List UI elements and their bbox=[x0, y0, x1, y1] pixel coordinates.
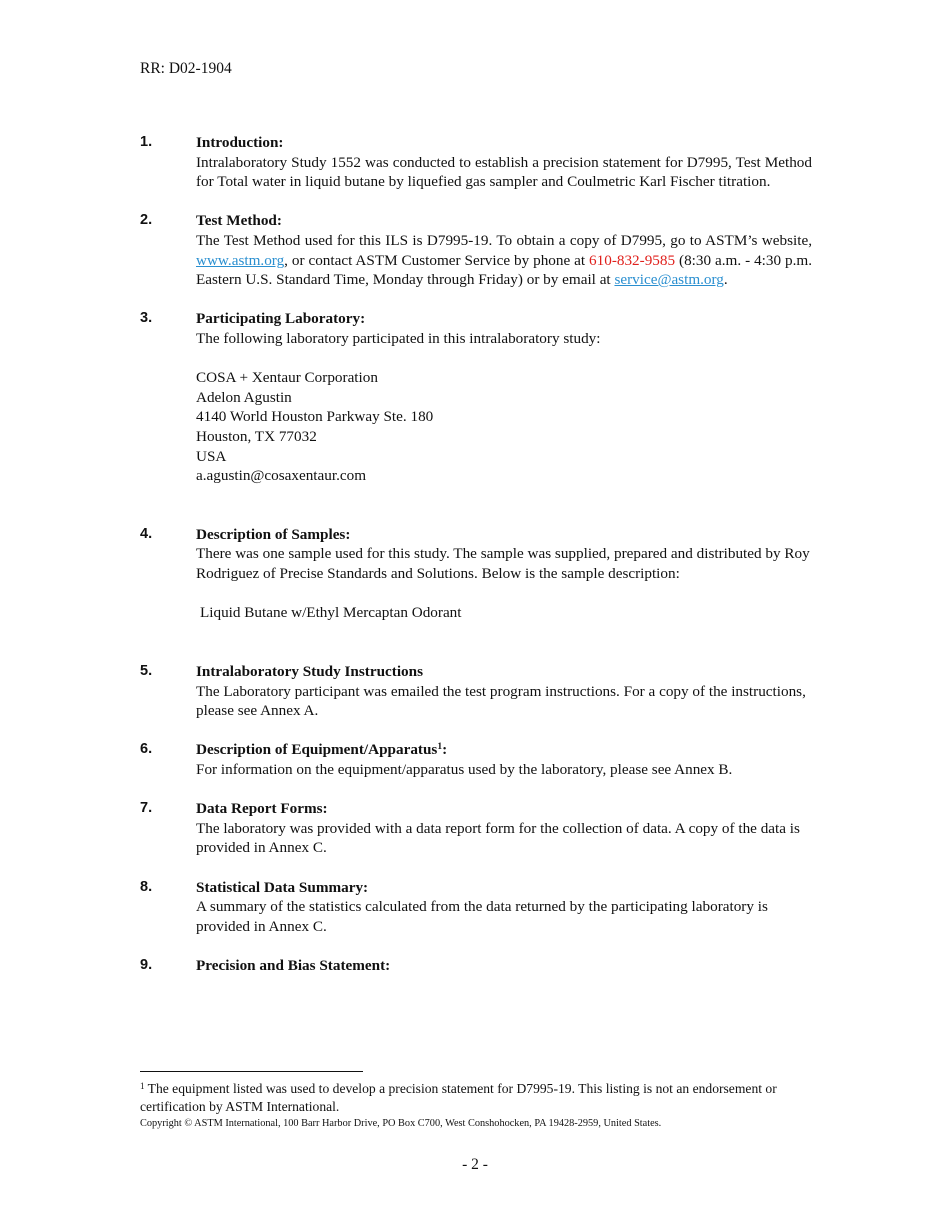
section-precision-bias bbox=[140, 956, 812, 976]
astm-website-link[interactable]: www.astm.org bbox=[196, 251, 285, 269]
document-body bbox=[140, 133, 812, 976]
section-body: The laboratory was provided with a data report form for the collection of data. A copy of the data is provided in Annex C. bbox=[196, 819, 800, 857]
body-text: , or contact ASTM Customer Service by phone at bbox=[284, 251, 590, 269]
footnote-marker: 1 bbox=[140, 1081, 145, 1091]
section-number: 3. bbox=[140, 310, 153, 327]
section-equipment bbox=[140, 740, 812, 779]
report-id: RR: D02-1904 bbox=[140, 60, 232, 77]
footnote-text: The equipment listed was used to develop a precision statement for D7995-19. This listing is not an endorsement or certification by ASTM International. bbox=[140, 1081, 777, 1114]
title-suffix: : bbox=[442, 741, 448, 759]
address-line: a.agustin@cosaxentaur.com bbox=[196, 467, 367, 485]
footnote bbox=[140, 1080, 812, 1115]
address-line: COSA + Xentaur Corporation bbox=[196, 369, 378, 387]
body-text: (8:30 a.m. - 4:30 p.m. Eastern U.S. Standard Time, Monday through Friday) or by email at bbox=[196, 251, 812, 289]
section-body: The following laboratory participated in this intralaboratory study: bbox=[196, 329, 601, 347]
service-email-link[interactable]: service@astm.org bbox=[614, 271, 724, 289]
section-number: 2. bbox=[140, 212, 153, 229]
sample-description: Liquid Butane w/Ethyl Mercaptan Odorant bbox=[200, 604, 462, 622]
body-text: . bbox=[723, 271, 728, 289]
section-body: For information on the equipment/apparatus used by the laboratory, please see Annex B. bbox=[196, 761, 733, 778]
copyright-notice: Copyright © ASTM International, 100 Barr Harbor Drive, PO Box C700, West Conshohocken, PA 19428-2959, United States. bbox=[140, 1118, 662, 1129]
section-body: There was one sample used for this study. The sample was supplied, prepared and distributed by Roy Rodriguez of Precise Standards and Solutions. Below is the sample description: bbox=[196, 545, 810, 583]
section-title bbox=[196, 740, 812, 760]
section-body: Intralaboratory Study 1552 was conducted to establish a precision statement for D7995, Test Method for Total water in liquid butane by liquefied gas sampler and Coulmetric Karl Fischer titration. bbox=[196, 153, 812, 191]
section-body: The Laboratory participant was emailed the test program instructions. For a copy of the instructions, please see Annex A. bbox=[196, 682, 806, 720]
section-number: 6. bbox=[140, 741, 153, 758]
lab-address bbox=[196, 368, 812, 486]
address-line: 4140 World Houston Parkway Ste. 180 bbox=[196, 408, 434, 426]
title-text: Description of Equipment/Apparatus bbox=[196, 741, 438, 759]
phone-number: 610-832-9585 bbox=[589, 251, 676, 269]
section-number: 8. bbox=[140, 878, 153, 895]
section-number: 1. bbox=[140, 134, 153, 150]
footnote-reference: 1 bbox=[437, 742, 443, 753]
section-description-of-samples bbox=[140, 525, 812, 623]
section-title: Test Method: bbox=[196, 212, 282, 230]
section-data-report-forms bbox=[140, 799, 812, 858]
section-title: Introduction: bbox=[196, 134, 284, 151]
section-title: Description of Samples: bbox=[196, 525, 351, 543]
section-body bbox=[196, 231, 812, 290]
section-number: 4. bbox=[140, 525, 153, 542]
footnote-divider bbox=[140, 1071, 363, 1072]
section-number: 9. bbox=[140, 956, 153, 973]
section-body: A summary of the statistics calculated from the data returned by the participating laboratory is provided in Annex C. bbox=[196, 898, 768, 935]
section-title: Statistical Data Summary: bbox=[196, 878, 369, 896]
address-line: Houston, TX 77032 bbox=[196, 427, 317, 445]
section-statistical-summary bbox=[140, 878, 812, 937]
page-number: - 2 - bbox=[462, 1156, 488, 1173]
section-title: Intralaboratory Study Instructions bbox=[196, 663, 423, 681]
section-title: Participating Laboratory: bbox=[196, 310, 366, 328]
body-text: The Test Method used for this ILS is D7995-19. To obtain a copy of D7995, go to ASTM’s website, bbox=[196, 231, 812, 249]
section-title: Data Report Forms: bbox=[196, 800, 328, 818]
address-line: USA bbox=[196, 447, 227, 465]
section-title: Precision and Bias Statement: bbox=[196, 956, 391, 974]
address-line: Adelon Agustin bbox=[196, 388, 292, 406]
section-study-instructions bbox=[140, 662, 812, 721]
section-number: 5. bbox=[140, 663, 153, 680]
section-test-method bbox=[140, 211, 812, 289]
section-number: 7. bbox=[140, 800, 153, 817]
section-participating-laboratory bbox=[140, 309, 812, 485]
section-introduction bbox=[140, 133, 812, 192]
